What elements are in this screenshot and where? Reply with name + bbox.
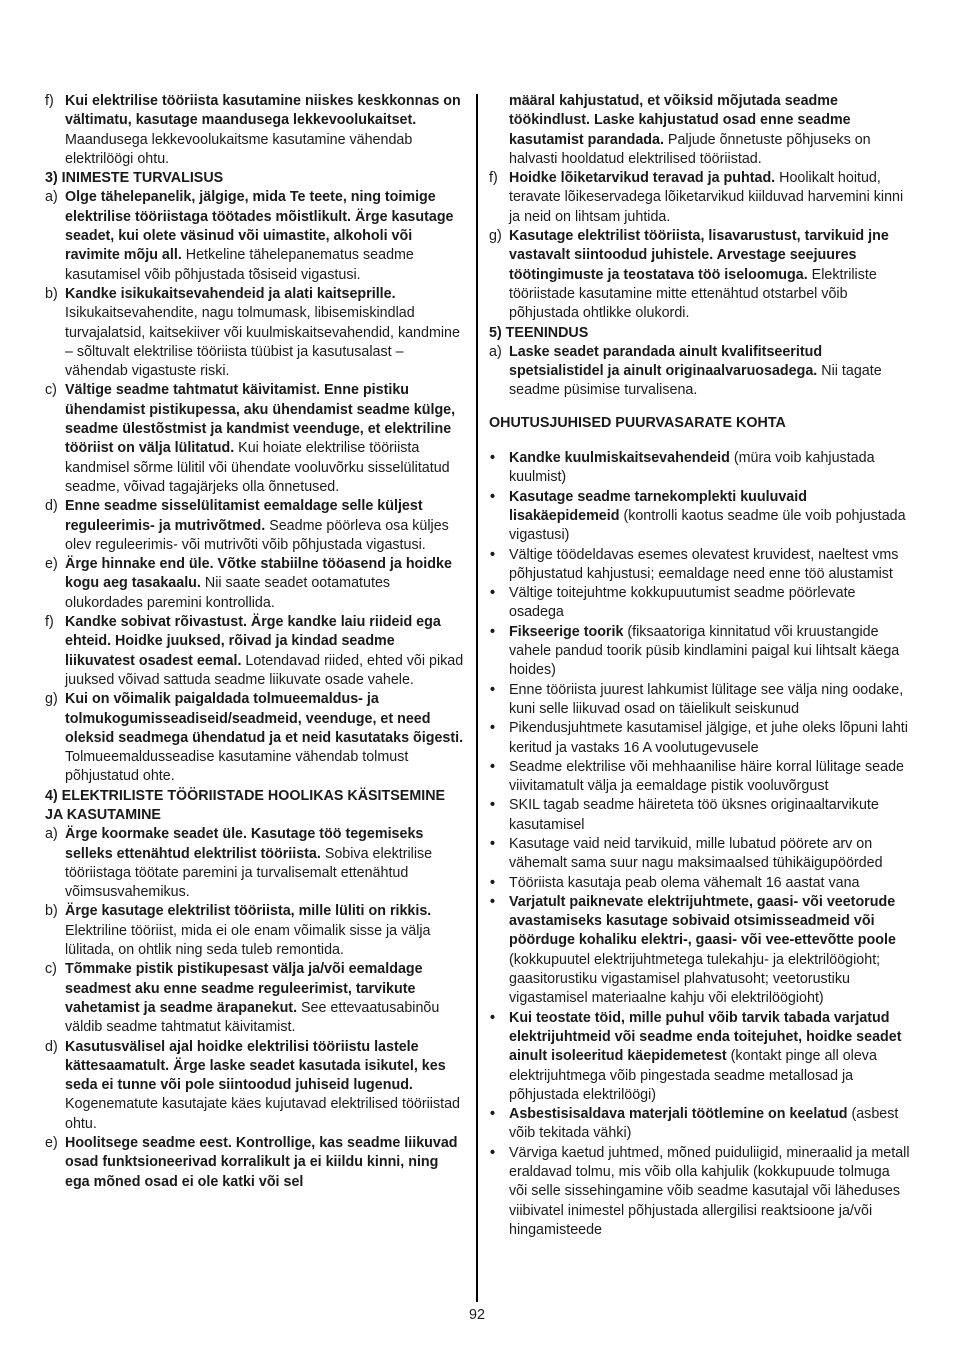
item-text: (kontakt pinge all oleva elektrijuhtmega võib pingestada seadme metallosad ja põhjustada elektrilöögi) [509,1048,877,1103]
list-item [45,92,465,169]
left-column [45,92,465,1192]
item-bold-text: Kandke isikukaitsevahendeid ja alati kaitseprille. [65,285,396,302]
item-marker: • [490,450,496,467]
list-item [489,169,911,227]
item-text: Värviga kaetud juhtmed, mõned puiduliigid, mineraalid ja metall eraldavad tolmu, mis võib olla kahjulik (kokkupuude tolmuga või selle sissehingamine võib seadme kasutajal või läheduses viibivatel inimestel põhjustada allergilisi reaktsioone ja/või hingamisteede [509,1144,910,1238]
bullet-item [489,584,911,623]
section-heading: OHUTUSJUHISED PUURVASARATE KOHTA [489,414,786,431]
list-item [45,613,465,690]
item-text: Sobiva elektrilise tööriistaga töötate paremini ja turvalisemalt ettenähtud võimsusvahemikus. [65,845,433,901]
item-text: Kui hoiate elektrilise tööriista kandmisel sõrme lülitil või ühendate vooluvõrku sisselülitatud seadme, võivad tagajärjeks olla õnnetused. [65,440,450,495]
list-item [45,497,465,555]
bullet-item [489,874,911,893]
item-bold-text: Kui on võimalik paigaldada tolmueemaldus- ja tolmukogumisseadiseid/seadmeid, veenduge, et need oleksid seadmega ühendatud ja et neid kasutataks õigesti. [65,691,464,746]
item-bold-text: Kui teostate töid, mille puhul võib tarvik tabada varjatud elektrijuhtmeid või seadme enda toitejuhet, hoidke seadet ainult isoleeritud käepidemetest [509,1009,902,1065]
section-heading: 3) INIMESTE TURVALISUS [45,170,224,187]
list-item [45,690,465,786]
column-divider [476,94,478,1302]
item-text: Hoolikalt hoitud, teravate lõikeservadega lõiketarvikud kiilduvad harvemini kinni ja neid on lihtsam juhtida. [509,170,904,225]
list-item [45,1038,465,1134]
item-marker: g) [489,228,502,245]
item-marker: a) [45,826,58,843]
bullet-item [489,623,911,681]
item-text: Elektriline tööriist, mida ei ole enam võimalik sisse ja välja lülitada, on ohtlik ning seda tuleb remontida. [65,922,431,959]
item-marker: f) [45,614,54,631]
item-text: See ettevaatusabinõu väldib seadme tahtmatut käivitamist. [65,999,440,1036]
item-marker: a) [45,189,58,206]
item-text: (müra voib kahjustada kuulmist) [509,450,875,486]
list-item [489,92,911,169]
list-item [489,227,911,323]
item-marker: • [490,1009,496,1026]
item-bold-text: Ärge koormake seadet üle. Kasutage töö tegemiseks selleks ettenähtud elektrilist tööriista. [65,826,424,862]
spacer [489,401,911,414]
item-bold-text: Hoidke lõiketarvikud teravad ja puhtad. [509,170,776,187]
item-text: Pikendusjuhtmete kasutamisel jälgige, et juhe oleks lõpuni lahti keritud ja vastaks 16 A voolutugevusele [509,720,908,756]
item-bold-text: Fikseerige toorik [509,623,624,640]
item-text: Paljude õnnetuste põhjuseks on halvasti hooldatud elektrilised tööriistad. [509,131,871,167]
list-item [489,343,911,401]
item-text: Enne tööriista juurest lahkumist lülitage see välja ning oodake, kuni selle liikuvad osad on täielikult seiskunud [509,681,904,717]
item-marker: • [490,835,496,852]
item-bold-text: Kasutage elektrilist tööriista, lisavarustust, tarvikuid jne vastavalt siintoodud juhistele. Arvestage seejuures töötingimuste ja teostatava töö iseloomuga. [509,228,889,283]
item-bold-text: Ärge kasutage elektrilist tööriista, mille lüliti on rikkis. [65,903,432,920]
list-item [45,902,465,960]
right-column [489,92,911,1240]
list-item [45,381,465,497]
item-text: Hetkeline tähelepanematus seadme kasutamisel võib põhjustada tõsiseid vigastusi. [65,247,414,283]
item-marker: • [490,1144,496,1161]
item-marker: • [490,874,496,891]
bullet-item [489,546,911,585]
item-marker: • [490,488,496,505]
item-marker: • [490,893,496,910]
list-item [45,1134,465,1192]
item-bold-text: Laske seadet parandada ainult kvalifitseeritud spetsialistidel ja ainult originaalvaruosadega. [509,343,823,380]
item-text: Elektriliste tööriistade kasutamine mitte ettenähtud otstarbel võib põhjustada ohtlikke olukordi. [509,266,877,322]
item-marker: • [490,797,496,814]
item-bold-text: Tõmmake pistik pistikupesast välja ja/või eemaldage seadmest aku enne seadme reguleerimist, tarvikute vahetamist ja seadme ärapanekut. [65,961,423,1016]
item-text: (kokkupuutel elektrijuhtmetega tulekahju- ja elektrilöögioht; gaasitorustiku vigastamisel plahvatusoht; veetorustiku vigastamisel materiaalne kahju või elektrilöögioht) [509,951,881,1007]
item-marker: • [490,758,496,775]
list-item [45,825,465,902]
item-text: (kontrolli kaotus seadme üle voib pohjustada vigastusi) [509,507,906,544]
item-text: Vältige töödeldavas esemes olevatest kruvidest, naeltest vms põhjustatud kahjustusi; eemaldage need enne töö alustamist [509,546,899,582]
list-item [45,285,465,381]
item-text: SKIL tagab seadme häireteta töö üksnes originaaltarvikute kasutamisel [509,797,879,833]
bullet-item [489,796,911,835]
item-bold-text: Enne seadme sisselülitamist eemaldage selle küljest reguleerimis- ja mutrivõtmed. [65,498,423,534]
item-text: Kogenematute kasutajate käes kujutavad elektrilised tööriistad ohtu. [65,1096,460,1132]
list-item [45,188,465,284]
item-text: Vältige toitejuhtme kokkupuutumist seadme pöörlevate osadega [509,585,856,621]
item-marker: • [490,720,496,737]
list-item [45,555,465,613]
item-bold-text: Kasutusvälisel ajal hoidke elektrilisi tööriistu lastele kättesaamatult. Ärge laske seadet kasutada isikutel, kes seda ei tunne või pole siintoodud juhiseid lugenud. [65,1038,446,1094]
bullet-item [489,488,911,546]
item-marker: d) [45,498,58,515]
bullet-item [489,835,911,874]
item-marker: a) [489,343,502,360]
section-heading: 4) ELEKTRILISTE TÖÖRIISTADE HOOLIKAS KÄSITSEMINE JA KASUTAMINE [45,787,446,823]
item-marker: f) [45,93,54,109]
bullet-item [489,1009,911,1105]
bullet-item [489,719,911,758]
item-marker: b) [45,285,58,302]
item-marker: • [490,623,496,640]
item-text: (fiksaatoriga kinnitatud või kruustangide vahele pandud toorik püsib kindlamini paigal kui lihtsalt käega hoides) [509,623,900,679]
bullet-item [489,758,911,797]
item-text: Lotendavad riided, ehted või pikad juuksed võivad sattuda seadme liikuvate osade vahele. [65,652,464,688]
item-text: Kasutage vaid neid tarvikuid, mille lubatud pöörete arv on vähemalt sama suur nagu maksimaalsed tühikäigupöörded [509,835,883,872]
item-bold-text: Kasutage seadme tarnekomplekti kuuluvaid lisakäepidemeid [509,488,807,524]
item-bold-text: Asbestisisaldava materjali töötlemine on keelatud [509,1106,848,1123]
item-text: Isikukaitsevahendite, nagu tolmumask, libisemiskindlad turvajalatsid, kaitsekiiver või kuulmiskaitsevahendid, kandmine – sõltuvalt elektrilise tööriista tüübist ja kasutusalast – vähendab vigastuste riski. [65,305,460,380]
item-marker: e) [45,1135,58,1152]
bullet-item [489,1144,911,1240]
list-item [45,960,465,1037]
section-heading: 5) TEENINDUS [489,324,589,341]
item-marker: • [490,546,496,563]
item-bold-text: Vältige seadme tahtmatut käivitamist. Enne pistiku ühendamist pistikupessa, aku ühendamist seadme külge, seadme ülestõstmist ja kandmist veenduge, et elektriline tööriist on välja lülitatud. [65,382,456,457]
item-text: (asbest võib tekitada vähki) [509,1106,899,1142]
item-text: Nii tagate seadme püsimise turvalisena. [509,363,882,399]
item-marker: e) [45,556,58,573]
item-text: Tolmueemaldusseadise kasutamine vähendab tolmust põhjustatud ohte. [65,749,409,785]
item-bold-text: Kandke kuulmiskaitsevahendeid [509,450,730,467]
bullet-item [489,681,911,720]
item-marker: • [490,681,496,698]
item-text: Maandusega lekkevoolukaitsme kasutamine vähendab elektrilöögi ohtu. [65,131,413,167]
item-marker: • [490,585,496,602]
spacer [489,433,911,449]
item-bold-text: Kandke sobivat rõivastust. Ärge kandke laiu riideid ega ehteid. Hoidke juuksed, rõivad ja kindad seadme liikuvatest osadest eemal. [65,614,441,669]
item-marker: c) [45,382,57,399]
item-text: Nii saate seadet ootamatutes olukordades paremini kontrollida. [65,575,391,611]
item-bold-text: Ärge hinnake end üle. Võtke stabiilne tööasend ja hoidke kogu aeg tasakaalu. [65,556,452,592]
item-text: Seadme pöörleva osa küljes olev reguleerimis- või mutrivõti võib põhjustada vigastusi. [65,517,449,553]
item-bold-text: Varjatult paiknevate elektrijuhtmete, gaasi- või veetorude avastamiseks kasutage sobivaid otsimisseadmeid või pöörduge kohaliku elektri-, gaasi- või vee-ettevõtte poole [509,893,896,949]
item-bold-text: Hoolitsege seadme eest. Kontrollige, kas seadme liikuvad osad funktsioneerivad korralikult ja ei kiildu kinni, ning ega mõned osad ei ole katki või sel [65,1135,458,1190]
item-bold-text: määral kahjustatud, et võiksid mõjutada seadme töökindlust. Laske kahjustatud osad enne seadme kasutamist parandada. [509,93,851,148]
bullet-item [489,893,911,1009]
item-text: Seadme elektrilise või mehhaanilise häire korral lülitage seade viivitamatult välja ja eemaldage pistik vooluvõrgust [509,758,904,795]
bullet-item [489,449,911,488]
item-marker: • [490,1106,496,1123]
item-bold-text: Olge tähelepanelik, jälgige, mida Te teete, ning toimige elektrilise tööriistaga töötades mõistlikult. Ärge kasutage seadet, kui olete väsinud või uimastite, alkoholi või ravimite mõju all. [65,189,454,264]
item-text: Tööriista kasutaja peab olema vähemalt 16 aastat vana [509,874,860,891]
item-marker: g) [45,691,58,708]
item-marker: d) [45,1038,58,1055]
item-marker: c) [45,961,57,978]
item-marker: f) [489,170,498,187]
item-marker: b) [45,903,58,920]
page-number: 92 [469,1307,485,1323]
bullet-item [489,1105,911,1144]
item-bold-text: Kui elektrilise tööriista kasutamine niiskes keskkonnas on vältimatu, kasutage maandusega lekkevoolukaitset. [65,93,461,129]
